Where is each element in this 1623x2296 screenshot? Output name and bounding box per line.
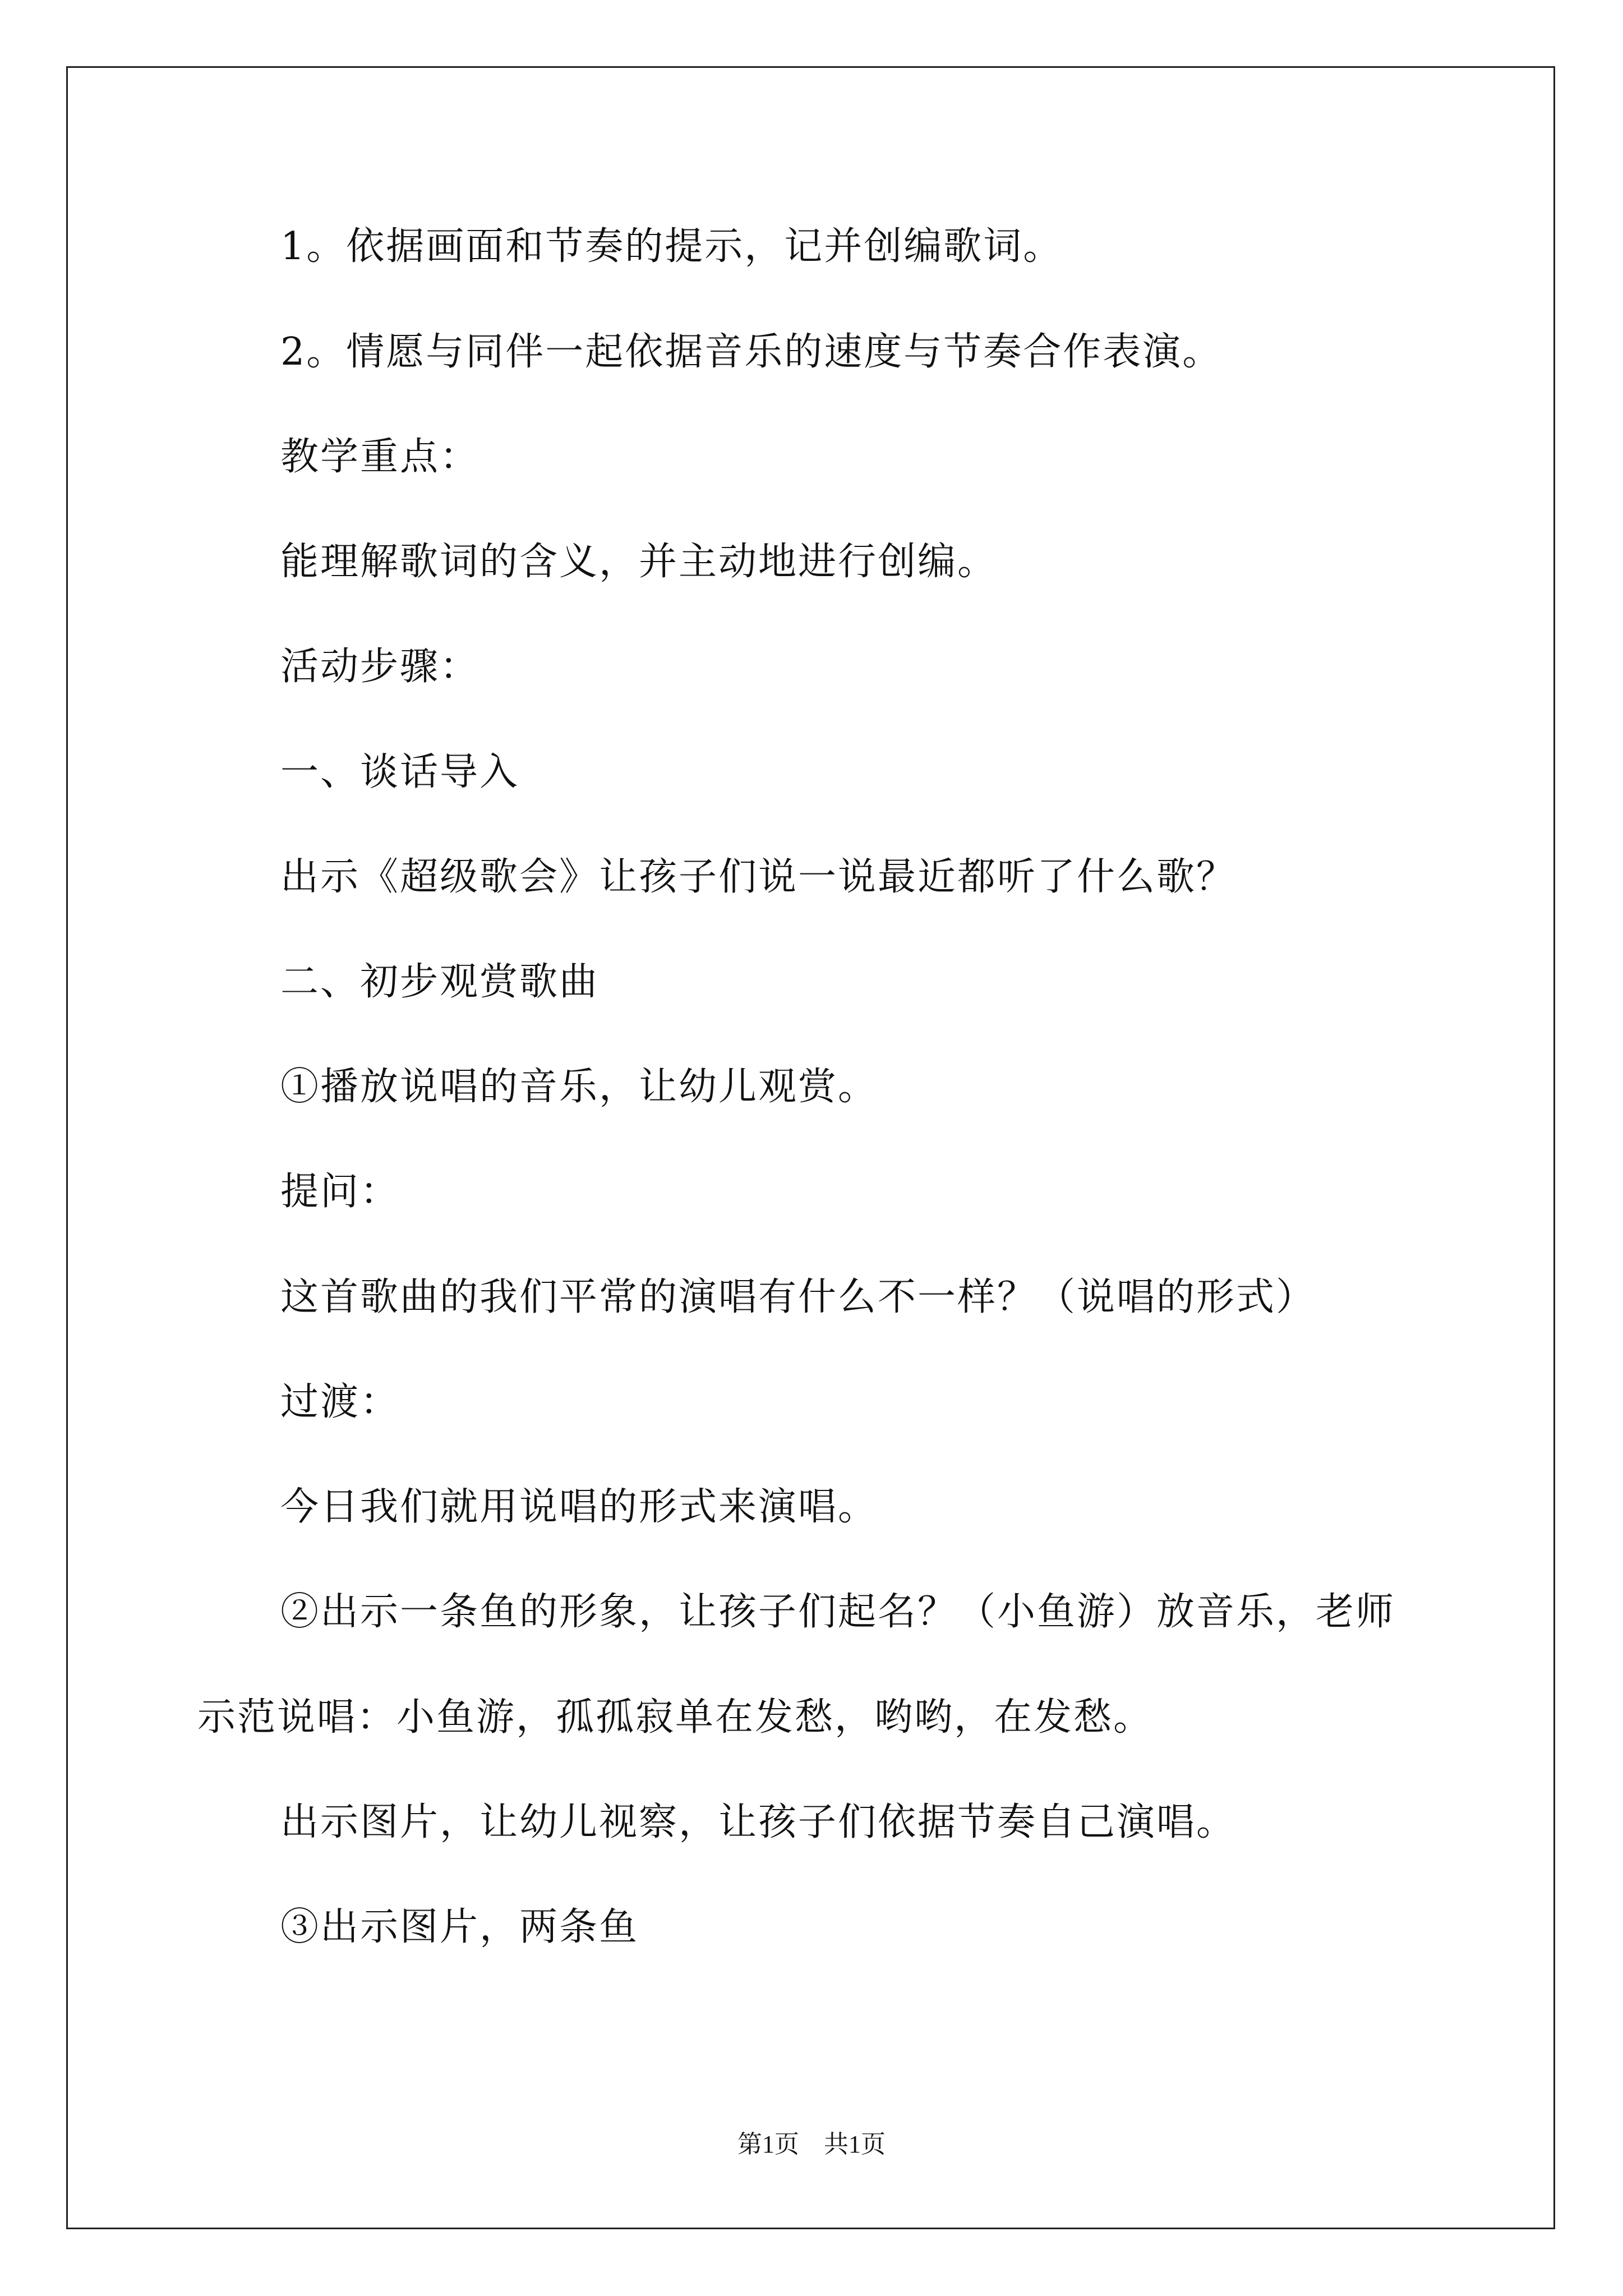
paragraph-transition: 今日我们就用说唱的形式来演唱。 [280,1485,878,1529]
paragraph-step-2: ②出示一条鱼的形象，让孩子们起名？（小鱼游）放音乐，老师 [280,1590,1396,1634]
page-number: 第1页 [737,2131,799,2158]
paragraph-question-label: 提问： [280,1170,400,1214]
paragraph-step-3: ③出示图片，两条鱼 [280,1905,639,1949]
paragraph-steps-heading: 活动步骤： [280,645,480,689]
paragraph-section-2: 二、初步观赏歌曲 [280,960,600,1004]
paragraph-step-2-cont: 示范说唱：小鱼游，孤孤寂单在发愁，哟哟，在发愁。 [197,1695,1154,1740]
paragraph-transition-label: 过渡： [280,1380,400,1424]
page-footer [0,2129,1623,2160]
paragraph-goal-2: 2。情愿与同伴一起依据音乐的速度与节奏合作表演。 [280,330,1223,374]
paragraph-key-point: 能理解歌词的含义，并主动地进行创编。 [280,540,998,584]
paragraph-goal-1: 1。依据画面和节奏的提示，记并创编歌词。 [280,224,1063,269]
paragraph-intro: 出示《超级歌会》让孩子们说一说最近都听了什么歌？ [280,855,1237,899]
paragraph-key-point-heading: 教学重点： [280,435,480,479]
paragraph-observe: 出示图片，让幼儿视察，让孩子们依据节奏自己演唱。 [280,1800,1237,1844]
page-total: 共1页 [824,2131,886,2158]
paragraph-question: 这首歌曲的我们平常的演唱有什么不一样？（说唱的形式） [280,1275,1316,1319]
paragraph-section-1: 一、谈话导入 [280,750,520,794]
paragraph-step-1: ①播放说唱的音乐，让幼儿观赏。 [280,1065,878,1109]
